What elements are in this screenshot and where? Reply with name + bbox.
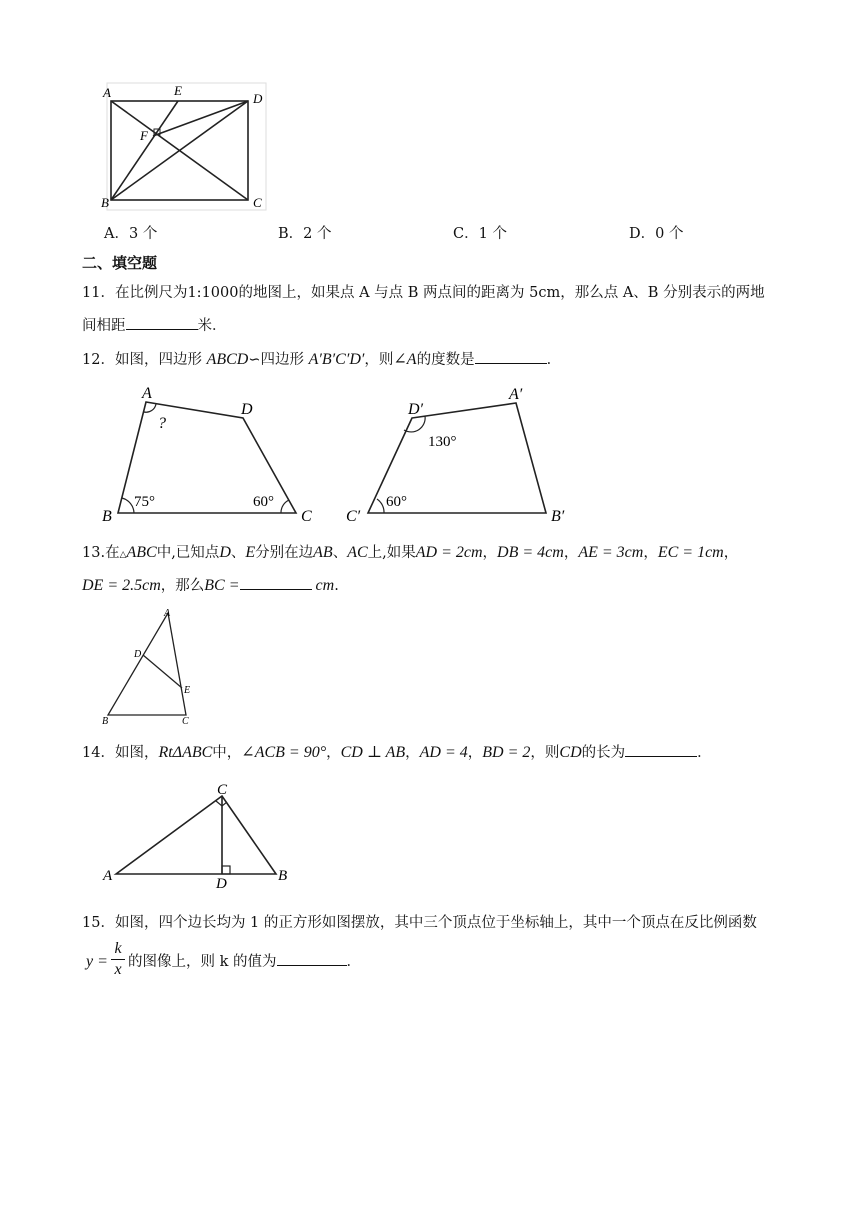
option-text: 1 个 xyxy=(478,226,507,242)
q13-eq-ad: AD = 2cm xyxy=(415,544,483,561)
q11-text-pre: 间相距 xyxy=(82,318,126,334)
q13-line2 xyxy=(82,575,339,596)
q10-option-b xyxy=(278,224,332,244)
q14-eq-perp: CD ⊥ AB xyxy=(340,744,406,761)
q12-text: 的度数是 xyxy=(416,352,475,368)
q13-bc: BC = xyxy=(204,577,240,594)
q15-y-equals: y = xyxy=(86,953,108,970)
label-b-prime: B′ xyxy=(551,508,565,525)
option-letter: D． xyxy=(629,226,656,242)
label-d: D xyxy=(241,401,253,418)
label-angle-d-prime: 130° xyxy=(428,434,457,450)
q15-text: 如图，四个边长均为 1 的正方形如图摆放，其中三个顶点位于坐标轴上，其中一个顶点在反比例函数 xyxy=(114,915,757,931)
fraction-k-over-x xyxy=(111,940,125,980)
q12-text: 四边形 xyxy=(260,352,309,368)
q14-text: ， xyxy=(326,745,341,761)
q11-line2 xyxy=(82,315,227,336)
q12-quad1: ABCD xyxy=(206,351,249,368)
q14-right-triangle-figure xyxy=(96,778,306,890)
q10-option-c xyxy=(453,224,507,244)
fraction-numerator: k xyxy=(114,940,122,957)
q12-text: ，则 xyxy=(364,352,394,368)
q13-number: 13. xyxy=(82,545,106,561)
q13-ac: AC xyxy=(347,544,368,561)
q15-text: ． xyxy=(346,954,362,970)
label-angle-c-prime: 60° xyxy=(386,494,407,510)
q14-text: 如图， xyxy=(114,745,159,761)
option-text: 0 个 xyxy=(655,226,684,242)
q13-e: E xyxy=(245,544,256,561)
q13-eq-de: DE = 2.5cm xyxy=(82,577,161,594)
q14-text: 中， xyxy=(212,745,242,761)
label-d: D xyxy=(216,876,227,890)
label-b: B xyxy=(278,868,288,884)
q13-text: ， xyxy=(482,545,498,561)
q12-number: 12． xyxy=(82,352,115,368)
option-text: 2 个 xyxy=(303,226,332,242)
q13-text: 分别在边 xyxy=(255,545,314,561)
label-d-prime: D′ xyxy=(408,401,424,418)
label-d: D xyxy=(253,91,263,106)
label-angle-c: 60° xyxy=(253,494,274,510)
triangle-symbol: △ xyxy=(119,550,127,560)
label-b: B xyxy=(102,508,112,525)
triangle-abc xyxy=(108,613,186,715)
label-b: B xyxy=(101,195,109,210)
q14-text: ， xyxy=(467,745,483,761)
q11-text-post: 米． xyxy=(197,318,227,334)
label-b: B xyxy=(102,716,109,727)
q13-text: ， xyxy=(723,545,739,561)
option-letter: A． xyxy=(104,226,129,242)
q13-text: 在 xyxy=(105,545,120,561)
q10-option-a xyxy=(104,224,157,244)
q12-line xyxy=(82,349,561,370)
q14-text: 的长为 xyxy=(581,745,626,761)
q14-cd: CD xyxy=(559,744,582,761)
right-angle-mark-d xyxy=(222,866,230,874)
q15-line1 xyxy=(82,913,757,933)
answer-blank[interactable] xyxy=(126,315,198,330)
label-angle-b: 75° xyxy=(134,494,155,510)
q13-ab: AB xyxy=(313,544,333,561)
label-e: E xyxy=(174,83,182,98)
label-e: E xyxy=(184,685,191,696)
q13-text: 上,如果 xyxy=(367,545,416,561)
q12-quad2: A′B′C′D′ xyxy=(308,351,365,368)
q15-line2-text xyxy=(128,951,361,972)
q14-eq-bd: BD = 2 xyxy=(482,744,531,761)
answer-blank[interactable] xyxy=(625,742,697,757)
label-c: C xyxy=(182,716,189,727)
q13-text: ，那么 xyxy=(160,578,205,594)
segment-fd xyxy=(153,101,248,136)
q13-text: 中,已知点 xyxy=(156,545,220,561)
label-a: A xyxy=(103,85,111,100)
section-heading: 二、填空题 xyxy=(82,254,158,272)
q13-unit: cm xyxy=(315,577,335,594)
answer-blank[interactable] xyxy=(277,951,347,966)
q15-text: 的图像上，则 k 的值为 xyxy=(128,954,277,970)
q14-text: ，则 xyxy=(530,745,560,761)
q14-eq-ad: AD = 4 xyxy=(419,744,468,761)
q13-text: ， xyxy=(643,545,658,561)
q13-triangle-figure xyxy=(96,603,206,728)
q13-d: D xyxy=(219,544,231,561)
label-c-prime: C′ xyxy=(346,508,361,525)
q12-similar-symbol: ∽ xyxy=(248,352,261,368)
q14-rt-triangle: RtΔABC xyxy=(158,744,213,761)
angle-arc-c xyxy=(281,500,289,513)
q14-line xyxy=(82,742,712,763)
option-text: 3 个 xyxy=(128,226,158,242)
label-question: ? xyxy=(158,415,166,432)
segment-be xyxy=(111,101,178,200)
q13-eq-ae: AE = 3cm xyxy=(578,544,644,561)
q14-number: 14． xyxy=(82,745,115,761)
q13-triangle: ABC xyxy=(126,544,157,561)
q13-eq-db: DB = 4cm xyxy=(497,544,564,561)
q13-text: 、 xyxy=(230,545,246,561)
option-letter: C． xyxy=(453,226,479,242)
label-a: A xyxy=(103,868,113,884)
answer-blank[interactable] xyxy=(240,575,312,590)
q13-line1 xyxy=(82,543,738,565)
q13-text: ， xyxy=(563,545,579,561)
q12-quadrilaterals-figure xyxy=(96,380,586,530)
q14-text: ， xyxy=(405,745,420,761)
q10-option-d xyxy=(629,224,683,244)
q11-line1 xyxy=(82,283,765,303)
q12-angle: ∠A xyxy=(393,351,417,368)
angle-arc-b xyxy=(122,498,134,513)
q11-number: 11． xyxy=(82,285,115,301)
label-d: D xyxy=(134,649,142,660)
q12-text: ． xyxy=(546,352,562,368)
q10-rectangle-figure xyxy=(96,80,271,215)
q15-number: 15． xyxy=(82,915,115,931)
q13-text: 、 xyxy=(332,545,348,561)
q11-text: 在比例尺为1:1000的地图上，如果点 A 与点 B 两点间的距离为 5cm，那么点 A、B 分别表示的两地 xyxy=(114,285,765,301)
q14-eq-angle: ∠ACB = 90° xyxy=(241,744,327,761)
triangle-acb xyxy=(116,796,276,874)
fraction-denominator: x xyxy=(114,961,122,978)
q12-text: 如图，四边形 xyxy=(114,352,207,368)
label-c: C xyxy=(217,782,228,798)
answer-blank[interactable] xyxy=(475,349,547,364)
q13-eq-ec: EC = 1cm xyxy=(657,544,724,561)
label-c: C xyxy=(301,508,312,525)
q13-text: . xyxy=(334,578,339,594)
label-a: A xyxy=(164,608,171,619)
label-a: A xyxy=(142,385,152,402)
q14-text: ． xyxy=(697,745,712,761)
label-c: C xyxy=(253,195,262,210)
label-f: F xyxy=(140,128,148,143)
label-a-prime: A′ xyxy=(509,386,523,403)
option-letter: B． xyxy=(278,226,304,242)
angle-arc-c-prime xyxy=(377,499,384,513)
